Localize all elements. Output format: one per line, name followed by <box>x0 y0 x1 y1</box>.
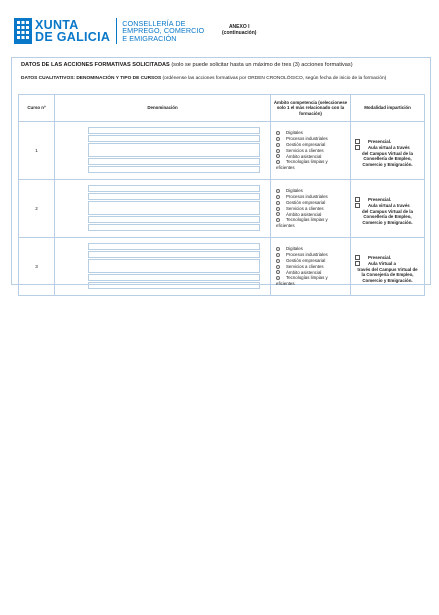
modality-cell <box>351 238 425 296</box>
col-name: Denominación <box>55 95 271 122</box>
checkbox-icon[interactable] <box>355 197 360 202</box>
table-row <box>19 238 425 296</box>
course-name-input-2[interactable] <box>88 193 260 200</box>
radio-icon[interactable] <box>276 160 280 164</box>
ministry-line-1: CONSELLERÍA DE <box>122 18 186 28</box>
scope-option[interactable]: Gestión empresarial <box>276 200 348 206</box>
radio-icon[interactable] <box>276 218 280 222</box>
ministry-line-2: EMPREGO, COMERCIO <box>122 26 205 36</box>
ministry-name <box>122 20 204 43</box>
table-row <box>19 180 425 238</box>
course-number: 2 <box>19 180 55 238</box>
modality-option-virtual[interactable]: Aula virtual a través <box>355 203 420 209</box>
course-name-input-2[interactable] <box>88 135 260 142</box>
training-actions-section <box>11 57 431 285</box>
scope-option[interactable]: Servicios a clientes <box>276 264 348 270</box>
scope-option[interactable]: Procesos industriales <box>276 194 348 200</box>
modality-description: del Campus Virtual de la Consellería de Empleo, Comercio y Emigración. <box>362 150 413 168</box>
scope-option-continuation: eficientes <box>276 281 295 287</box>
annex-subtitle: (continuación) <box>222 30 257 36</box>
logo-divider <box>116 18 117 44</box>
logo-line-2: DE GALICIA <box>35 30 111 44</box>
modality-option-presencial[interactable]: Presencial. <box>355 255 420 261</box>
course-number: 1 <box>19 122 55 180</box>
checkbox-icon[interactable] <box>355 255 360 260</box>
course-name-input-4[interactable] <box>88 274 260 281</box>
modality-cell <box>351 180 425 238</box>
radio-icon[interactable] <box>276 207 280 211</box>
scope-option[interactable]: Ámbito asistencial <box>276 212 348 218</box>
scope-option[interactable]: Digitales <box>276 188 348 194</box>
modality-option-virtual[interactable]: Aula virtual a través <box>355 145 420 151</box>
section-subtitle: DATOS CUALITATIVOS: DENOMINACIÓN Y TIPO DE CURSOS (ordénense las acciones formativas por ORDEN CRONOLÓGICO, según fecha de inicio de la formación) <box>21 76 387 81</box>
course-name-input-3[interactable] <box>88 201 260 215</box>
scope-option-continuation: eficientes <box>276 223 295 229</box>
radio-icon[interactable] <box>276 137 280 141</box>
scope-cell <box>271 180 351 238</box>
course-name-input-5[interactable] <box>88 166 260 173</box>
radio-icon[interactable] <box>276 201 280 205</box>
scope-option[interactable]: Ámbito asistencial <box>276 270 348 276</box>
checkbox-icon[interactable] <box>355 139 360 144</box>
radio-icon[interactable] <box>276 149 280 153</box>
radio-icon[interactable] <box>276 195 280 199</box>
scope-option[interactable]: Gestión empresarial <box>276 142 348 148</box>
xunta-emblem-icon <box>14 18 32 44</box>
course-number: 3 <box>19 238 55 296</box>
scope-option[interactable]: Procesos industriales <box>276 252 348 258</box>
radio-icon[interactable] <box>276 265 280 269</box>
ministry-line-3: E EMIGRACIÓN <box>122 33 177 43</box>
course-name-input-5[interactable] <box>88 282 260 289</box>
radio-icon[interactable] <box>276 247 280 251</box>
scope-option[interactable]: Servicios a clientes <box>276 206 348 212</box>
course-name-cell <box>55 238 271 296</box>
radio-icon[interactable] <box>276 131 280 135</box>
scope-option[interactable]: Digitales <box>276 130 348 136</box>
checkbox-icon[interactable] <box>355 203 360 208</box>
course-name-input-3[interactable] <box>88 259 260 273</box>
table-row <box>19 122 425 180</box>
table-header-row <box>19 95 425 122</box>
logo-line-1: XUNTA <box>35 18 79 32</box>
annex-heading <box>222 24 256 36</box>
modality-option-presencial[interactable]: Presencial. <box>355 139 420 145</box>
radio-icon[interactable] <box>276 154 280 158</box>
radio-icon[interactable] <box>276 212 280 216</box>
course-name-input-4[interactable] <box>88 216 260 223</box>
course-name-cell <box>55 122 271 180</box>
checkbox-icon[interactable] <box>355 145 360 150</box>
scope-option-continuation: eficientes <box>276 165 295 171</box>
col-scope: Ámbito competencia (seleccionese solo 1 el más relacionado con la formación) <box>271 95 351 122</box>
scope-option[interactable]: Procesos industriales <box>276 136 348 142</box>
scope-option[interactable]: Tecnologías limpias y <box>276 217 348 223</box>
radio-icon[interactable] <box>276 259 280 263</box>
annex-title: ANEXO I <box>228 24 250 30</box>
radio-icon[interactable] <box>276 276 280 280</box>
scope-option[interactable]: Digitales <box>276 246 348 252</box>
course-name-input-3[interactable] <box>88 143 260 157</box>
course-name-input-4[interactable] <box>88 158 260 165</box>
xunta-logo <box>14 18 204 44</box>
modality-description: del Campus Virtual de la Consellería de Empleo, Comercio y Emigración. <box>362 208 413 226</box>
modality-option-presencial[interactable]: Presencial. <box>355 197 420 203</box>
radio-icon[interactable] <box>276 253 280 257</box>
scope-option[interactable]: Servicios a clientes <box>276 148 348 154</box>
course-name-input-1[interactable] <box>88 127 260 134</box>
course-name-input-1[interactable] <box>88 185 260 192</box>
page-header <box>14 18 434 52</box>
course-name-input-1[interactable] <box>88 243 260 250</box>
section-title: DATOS DE LAS ACCIONES FORMATIVAS SOLICITADAS (solo se puede solicitar hasta un máximo de tres (3) acciones formativas) <box>21 62 353 68</box>
scope-cell <box>271 238 351 296</box>
course-name-input-2[interactable] <box>88 251 260 258</box>
scope-option[interactable]: Tecnologías limpias y <box>276 159 348 165</box>
courses-table <box>18 94 425 296</box>
radio-icon[interactable] <box>276 143 280 147</box>
modality-option-virtual[interactable]: Aula Virtual a <box>355 261 420 267</box>
scope-cell <box>271 122 351 180</box>
course-name-cell <box>55 180 271 238</box>
scope-option[interactable]: Ámbito asistencial <box>276 154 348 160</box>
scope-option[interactable]: Gestión empresarial <box>276 258 348 264</box>
modality-description: través del Campus Virtual de la Consejería de Empleo, Comercio y Emigración. <box>357 266 418 284</box>
course-name-input-5[interactable] <box>88 224 260 231</box>
radio-icon[interactable] <box>276 270 280 274</box>
col-modality: Modalidad impartición <box>351 95 425 122</box>
scope-option[interactable]: Tecnologías limpias y <box>276 275 348 281</box>
checkbox-icon[interactable] <box>355 261 360 266</box>
radio-icon[interactable] <box>276 189 280 193</box>
col-course-number: Curso nº <box>19 95 55 122</box>
modality-cell <box>351 122 425 180</box>
